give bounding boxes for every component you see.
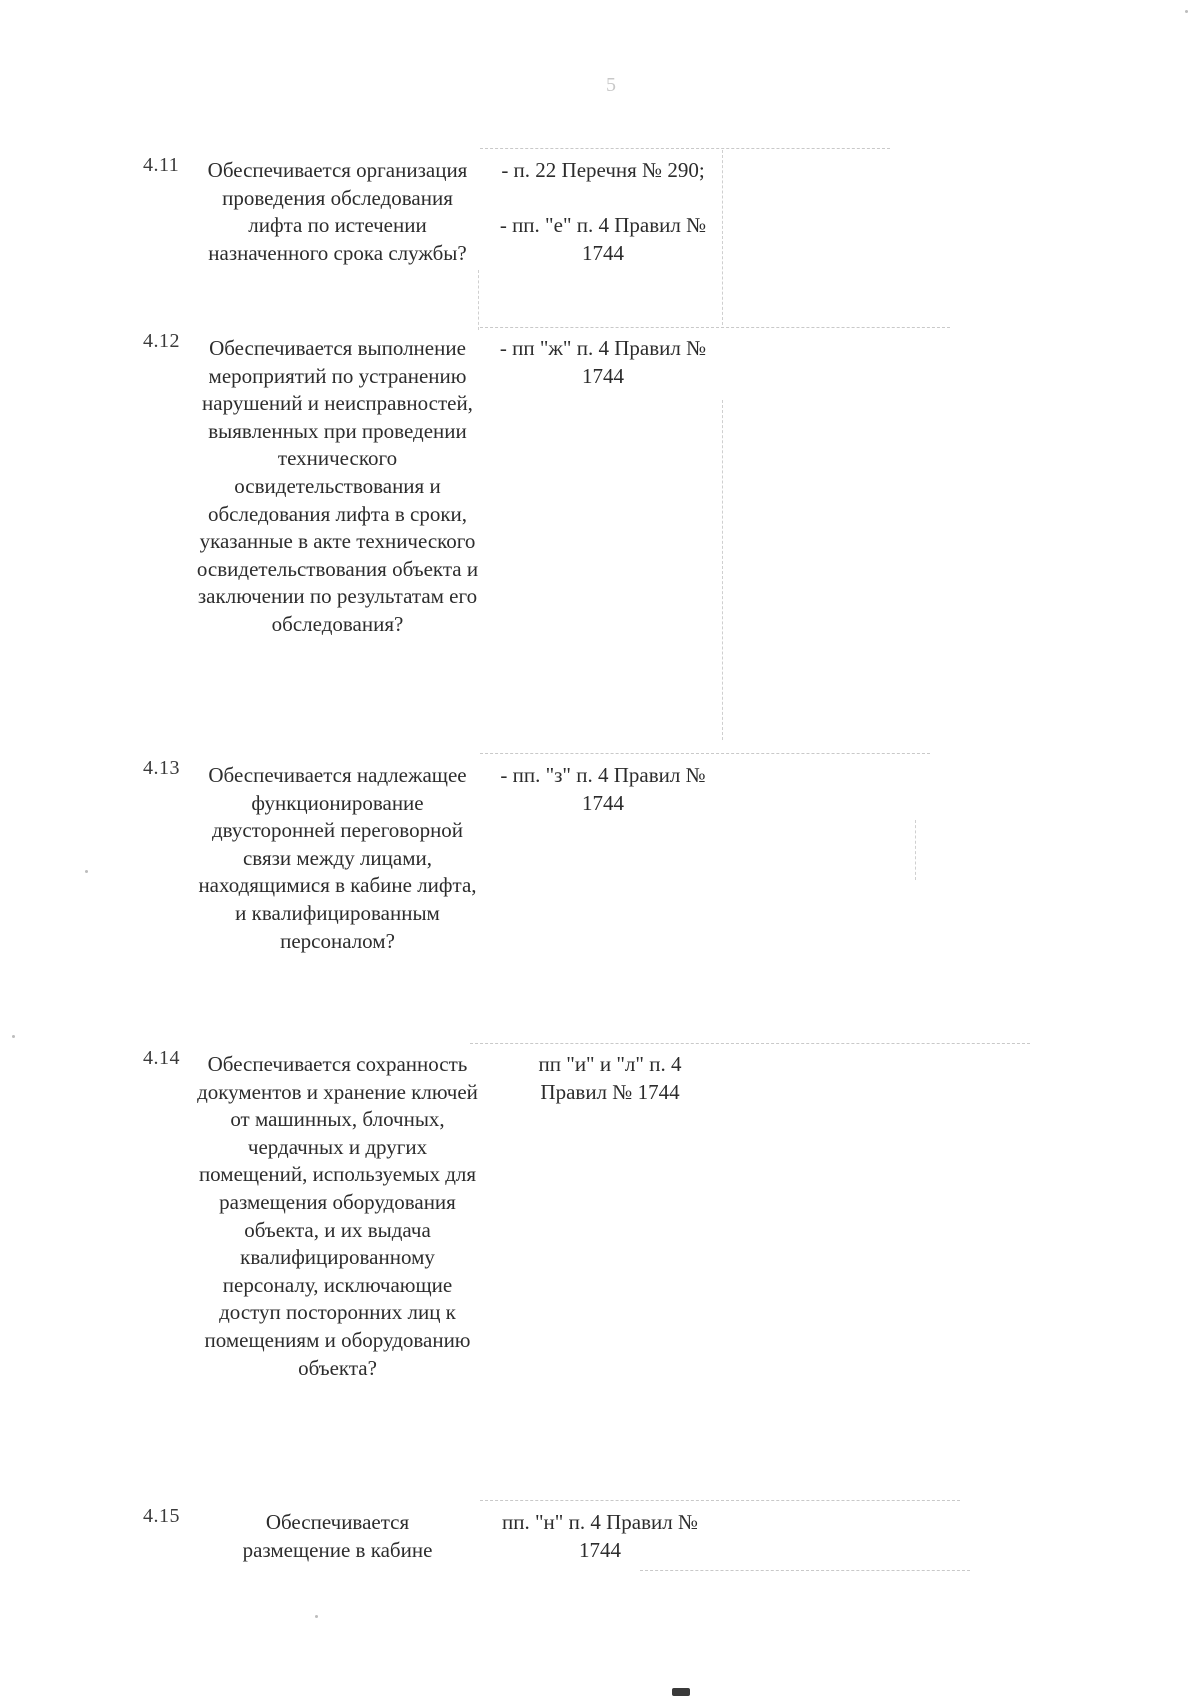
reference-line: - п. 22 Перечня № 290; (501, 158, 705, 182)
row-question: Обеспечивается надлежащее функционирование двусторонней переговорной связи между лицами, находящимися в кабине лифта, и квалифицированным персоналом? (198, 763, 477, 953)
row-reference (505, 1051, 715, 1106)
table-rule (480, 1500, 960, 1501)
reference-line: - пп. "з" п. 4 Правил № 1744 (500, 763, 706, 815)
table-rule (640, 1570, 970, 1571)
scan-speck (85, 870, 88, 873)
row-number: 4.13 (143, 757, 180, 779)
table-rule (480, 148, 890, 149)
table-column-rule (915, 820, 916, 880)
reference-line: пп. "н" п. 4 Правил № 1744 (501, 1510, 698, 1562)
row-reference (478, 762, 728, 817)
table-rule (480, 327, 950, 328)
row-question: Обеспечивается выполнение мероприятий по устранению нарушений и неисправностей, выявленных при проведении технического освидетельствования и обследования лифта в сроки, указанные в акте технического освидетельствования объекта и заключении по результатам его обследования? (196, 336, 479, 636)
reference-line: - пп. "е" п. 4 Правил № 1744 (499, 213, 707, 265)
row-number: 4.11 (143, 154, 180, 176)
row-number: 4.14 (143, 1047, 180, 1069)
reference-line: - пп "ж" п. 4 Правил № 1744 (499, 336, 707, 388)
page-number: 5 (606, 74, 616, 96)
scan-speck (315, 1615, 318, 1618)
scan-speck (12, 1035, 15, 1038)
scan-mark (672, 1688, 690, 1696)
row-question: Обеспечивается сохранность документов и хранение ключей от машинных, блочных, чердачных и других помещений, используемых для размещения оборудования объекта, и их выдача квалифицированному персоналу, исключающие доступ посторонних лиц к помещениям и оборудованию объекта? (197, 1052, 478, 1380)
row-reference (478, 335, 728, 390)
reference-gap (478, 185, 728, 213)
table-rule (470, 1043, 1030, 1044)
row-question: Обеспечивается организация проведения обследования лифта по истечении назначенного срока службы? (207, 158, 468, 265)
table-rule (480, 753, 930, 754)
table-column-rule (478, 270, 479, 330)
row-number: 4.15 (143, 1505, 180, 1527)
table-column-rule (722, 400, 723, 740)
scan-speck (1185, 10, 1188, 13)
row-reference (478, 157, 728, 267)
row-question: Обеспечивается размещение в кабине (242, 1510, 433, 1562)
reference-line: пп "и" и "л" п. 4 Правил № 1744 (538, 1052, 682, 1104)
row-number: 4.12 (143, 330, 180, 352)
row-reference (480, 1509, 720, 1564)
